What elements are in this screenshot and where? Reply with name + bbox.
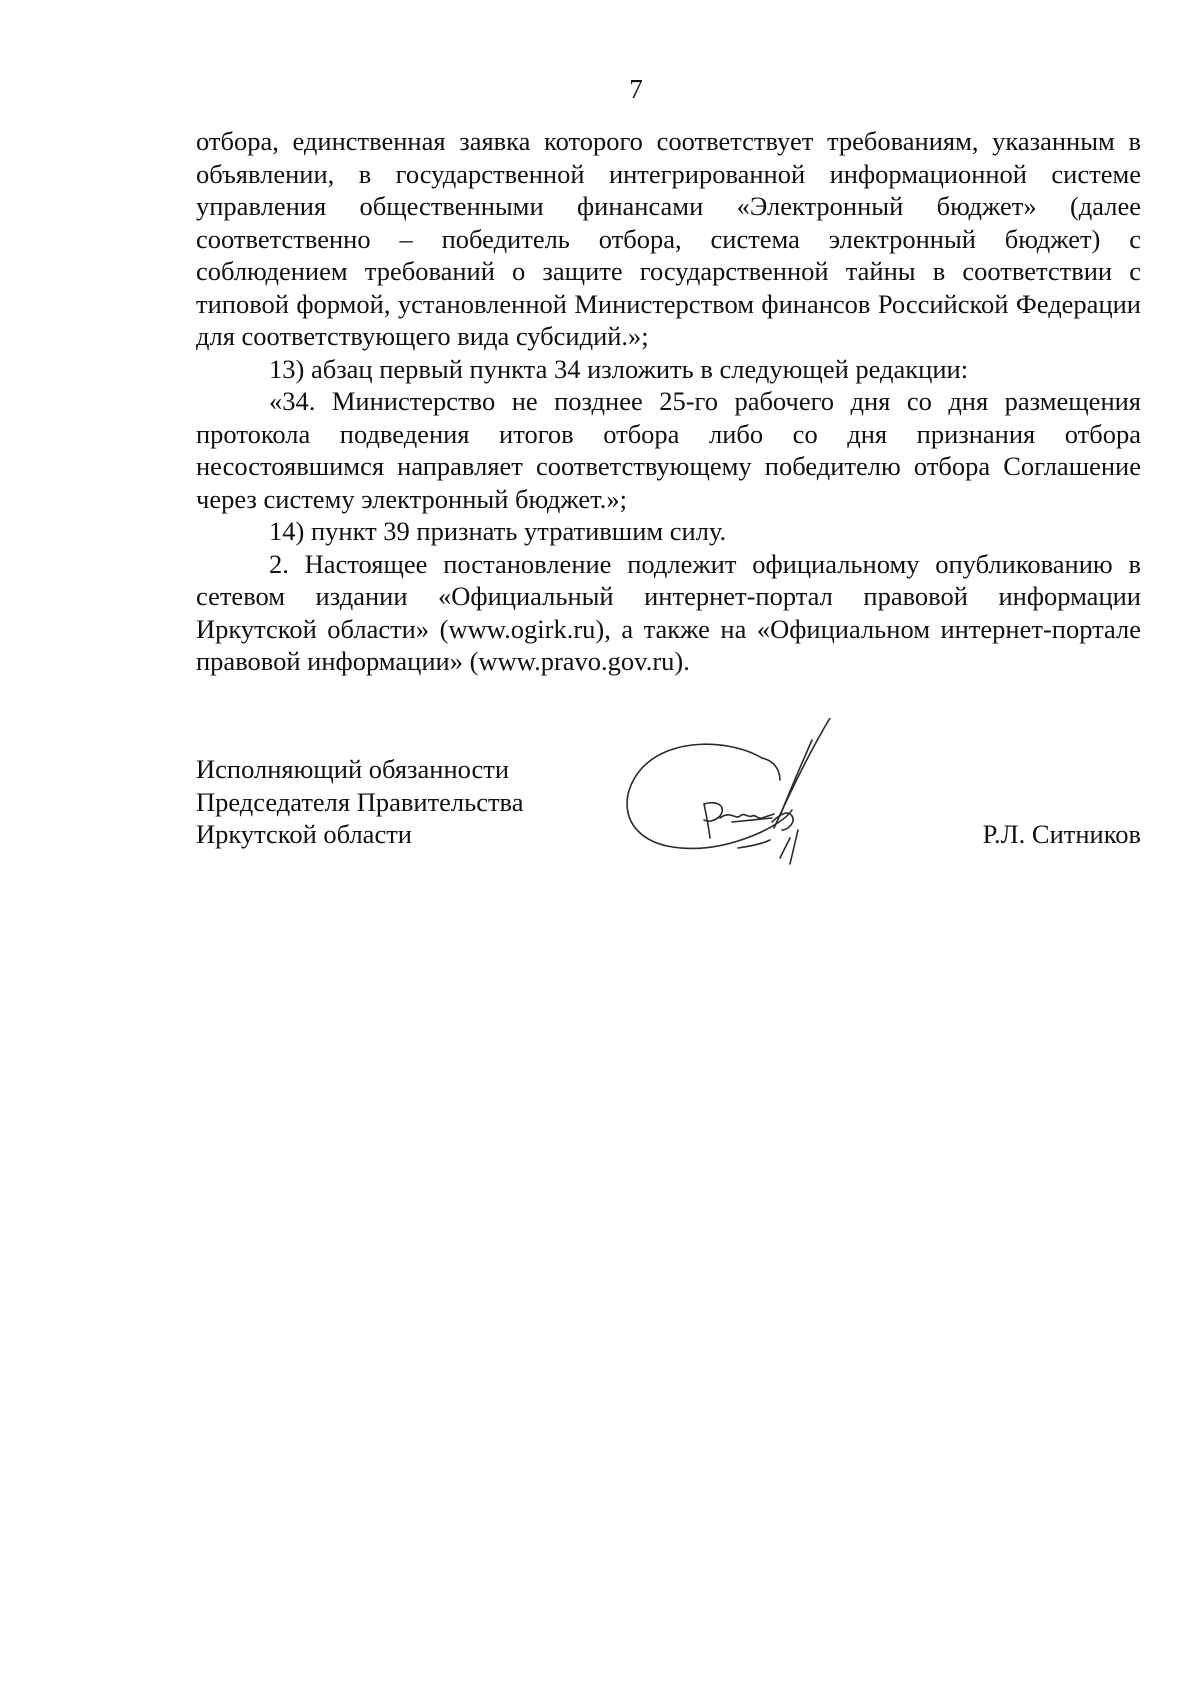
position-line: Иркутской области xyxy=(196,819,412,849)
page-number: 7 xyxy=(629,74,643,104)
paragraph-item-13: 13) абзац первый пункта 34 изложить в следующей редакции: xyxy=(269,353,969,384)
paragraph-item-14: 14) пункт 39 признать утратившим силу. xyxy=(269,516,727,546)
document-body xyxy=(196,125,1141,678)
paragraph-continuation: отбора, единственная заявка которого соответствует требованиям, указанным в объявлении, в государственной интегрированной информационной системе управления общественными финансами «Электронный бюджет» (далее соответственно – победитель отбора, система электронный бюджет) с соблюдением требований о защите государственной тайны в соответствии с типовой формой, установленной Министерством финансов Российской Федерации для соответствующего вида субсидий.»; xyxy=(196,126,1141,351)
paragraph-publication: 2. Настоящее постановление подлежит официальному опубликованию в сетевом издании «Официальный интернет-портал правовой информации Иркутской области» (www.ogirk.ru), а также на «Официальном интернет-портале правовой информации» (www.pravo.gov.ru). xyxy=(196,548,1141,676)
position-line: Исполняющий обязанности xyxy=(196,754,510,784)
position-line: Председателя Правительства xyxy=(196,786,524,817)
signer-name: Р.Л. Ситников xyxy=(982,819,1141,849)
signatory-position xyxy=(196,753,524,851)
paragraph-quote-34: «34. Министерство не позднее 25-го рабочего дня со дня размещения протокола подведения итогов отбора либо со дня признания отбора несостоявшимся направляет соответствующему победителю отбора Соглашение через систему электронный бюджет.»; xyxy=(196,386,1141,514)
handwritten-signature xyxy=(612,718,912,878)
